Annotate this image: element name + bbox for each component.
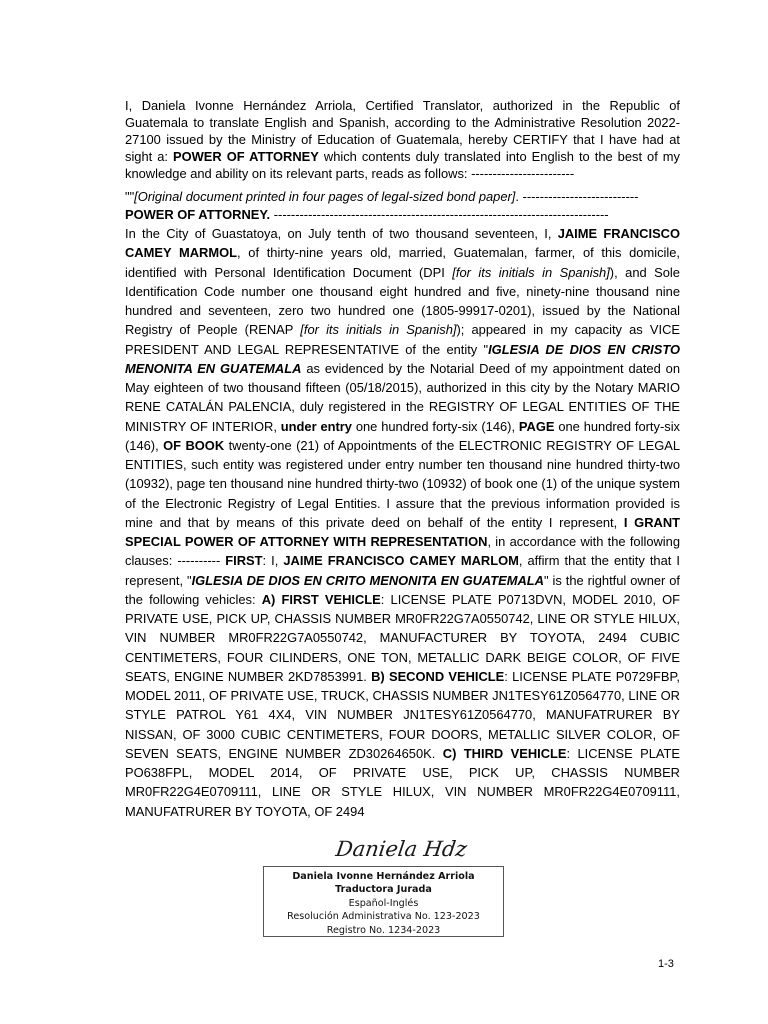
entity-name: IGLESIA DE DIOS EN CRISTO MENONITA EN GUATEMALA: [125, 341, 680, 376]
body-italic: [for its initials in Spanish]: [452, 264, 610, 280]
note-suffix: . ---------------------------: [515, 189, 639, 204]
poa-body-text: [125, 224, 680, 821]
translator-stamp: [263, 866, 504, 937]
vehicle-a-heading: A) FIRST VEHICLE: [261, 591, 381, 607]
body-text: as evidenced by the Notarial Deed of my appointment dated on May eighteen of two thousand fifteen (05/18/2015), authorized in this city by the Notary MARIO RENE CATALÁN PALENCIA, duly registered in the REGISTRY OF LEGAL ENTITIES OF THE MINISTRY OF INTERIOR,: [125, 360, 680, 434]
stamp-title: Traductora Jurada: [335, 884, 432, 896]
body-bold: JAIME FRANCISCO CAMEY MARMOL: [125, 226, 680, 261]
body-bold: under entry: [280, 418, 352, 434]
body-text: , in accordance with the following clauses: ----------: [125, 534, 680, 569]
entity-name: IGLESIA DE DIOS EN CRITO MENONITA EN GUATEMALA: [191, 572, 544, 588]
stamp-name: Daniela Ivonne Hernández Arriola: [292, 871, 475, 882]
note-prefix: "": [125, 189, 135, 204]
note-italic: [Original document printed in four pages of legal-sized bond paper]: [134, 189, 516, 204]
body-text: : LICENSE PLATE P0713DVN, MODEL 2010, OF PRIVATE USE, PICK UP, CHASSIS NUMBER MR0FR22G7A0550742, LINE OR STYLE HILUX, VIN NUMBER MR0FR22G7A0550742, MANUFACTURER BY TOYOTA, 2494 CUBIC CENTIMETERS, FOUR CILINDERS, ONE TON, METALLIC DARK BEIGE COLOR, OF FIVE SEATS, ENGINE NUMBER 2KD7853991.: [125, 591, 680, 684]
poa-title: POWER OF ATTORNEY.: [125, 207, 271, 222]
poa-dashes: ------------------------------------------------------------------------------: [270, 207, 609, 222]
document-body: [125, 97, 680, 821]
body-text: ), and Sole Identification Code number one thousand eight hundred and five, ninety-nine thousand nine hundred and seventeen, zero two hundred one (1805-99917-0201), issued by the National Registry of People (RENAP: [125, 264, 680, 338]
vehicle-c-heading: C) THIRD VEHICLE: [442, 745, 567, 761]
body-text: " is the rightful owner of the following vehicles:: [125, 572, 681, 607]
stamp-resolution: Resolución Administrativa No. 123-2023: [287, 911, 480, 923]
page-number: 1-3: [658, 958, 674, 970]
body-italic: [for its initials in Spanish]: [300, 322, 457, 338]
body-bold: FIRST: [225, 553, 263, 569]
translator-certification: [125, 97, 680, 182]
stamp-languages: Español-Inglés: [348, 897, 419, 909]
vehicle-b-heading: B) SECOND VEHICLE: [371, 668, 505, 684]
body-text: , of thirty-nine years old, married, Guatemalan, farmer, of this domicile, identified with Personal Identification Document (DPI: [125, 245, 681, 280]
intro-bold: POWER OF ATTORNEY: [173, 149, 319, 164]
body-text: : LICENSE PLATE P0729FBP, MODEL 2011, OF PRIVATE USE, TRUCK, CHASSIS NUMBER JN1TESY61Z0564770, LINE OR STYLE PATROL Y61 4X4, VIN NUMBER JN1TESY61Z0564770, MANUFATRURER BY NISSAN, OF 3000 CUBIC CENTIMETERS, FOUR DOORS, METALLIC SILVER COLOR, OF SEVEN SEATS, ENGINE NUMBER ZD30264650K.: [125, 668, 680, 761]
body-text: , affirm that the entity that I represent, ": [125, 553, 680, 588]
body-text: one hundred forty-six (146),: [125, 418, 680, 453]
body-bold: PAGE: [518, 418, 555, 434]
body-text: : LICENSE PLATE PO638FPL, MODEL 2014, OF PRIVATE USE, PICK UP, CHASSIS NUMBER MR0FR22G4E0709111, LINE OR STYLE HILUX, VIN NUMBER MR0FR22G4E0709111, MANUFATRURER BY TOYOTA, OF 2494: [125, 745, 680, 819]
body-text: In the City of Guastatoya, on July tenth of two thousand seventeen, I,: [125, 226, 558, 241]
body-bold: JAIME FRANCISCO CAMEY MARLOM: [283, 553, 519, 569]
body-bold: OF BOOK: [163, 437, 225, 453]
body-text: ); appeared in my capacity as VICE PRESIDENT AND LEGAL REPRESENTATIVE of the entity ": [125, 322, 680, 357]
original-document-note: [125, 188, 680, 205]
intro-text-end: which contents duly translated into English to the best of my knowledge and ability on its relevant parts, reads as follows: ------------------------: [125, 149, 680, 181]
handwritten-signature: Daniela Hdz: [334, 837, 469, 861]
body-text: twenty-one (21) of Appointments of the ELECTRONIC REGISTRY OF LEGAL ENTITIES, such entity was registered under entry number ten thousand nine hundred thirty-two (10932), page ten thousand nine hundred thirty-two (10932) of book one (1) of the unique system of the Electronic Registry of Legal Entities. I assure that the previous information provided is mine and that by means of this private deed on behalf of the entity I represent,: [125, 437, 680, 530]
body-text: one hundred forty-six (146),: [351, 418, 519, 434]
stamp-registry: Registro No. 1234-2023: [326, 924, 441, 936]
poa-heading: [125, 205, 680, 224]
body-bold: I GRANT SPECIAL POWER OF ATTORNEY WITH REPRESENTATION: [125, 514, 680, 549]
intro-text: I, Daniela Ivonne Hernández Arriola, Certified Translator, authorized in the Republic of Guatemala to translate English and Spanish, according to the Administrative Resolution 2022-27100 issued by the Ministry of Education of Guatemala, hereby CERTIFY that I have had at sight a:: [125, 98, 680, 164]
body-text: : I,: [262, 553, 284, 569]
